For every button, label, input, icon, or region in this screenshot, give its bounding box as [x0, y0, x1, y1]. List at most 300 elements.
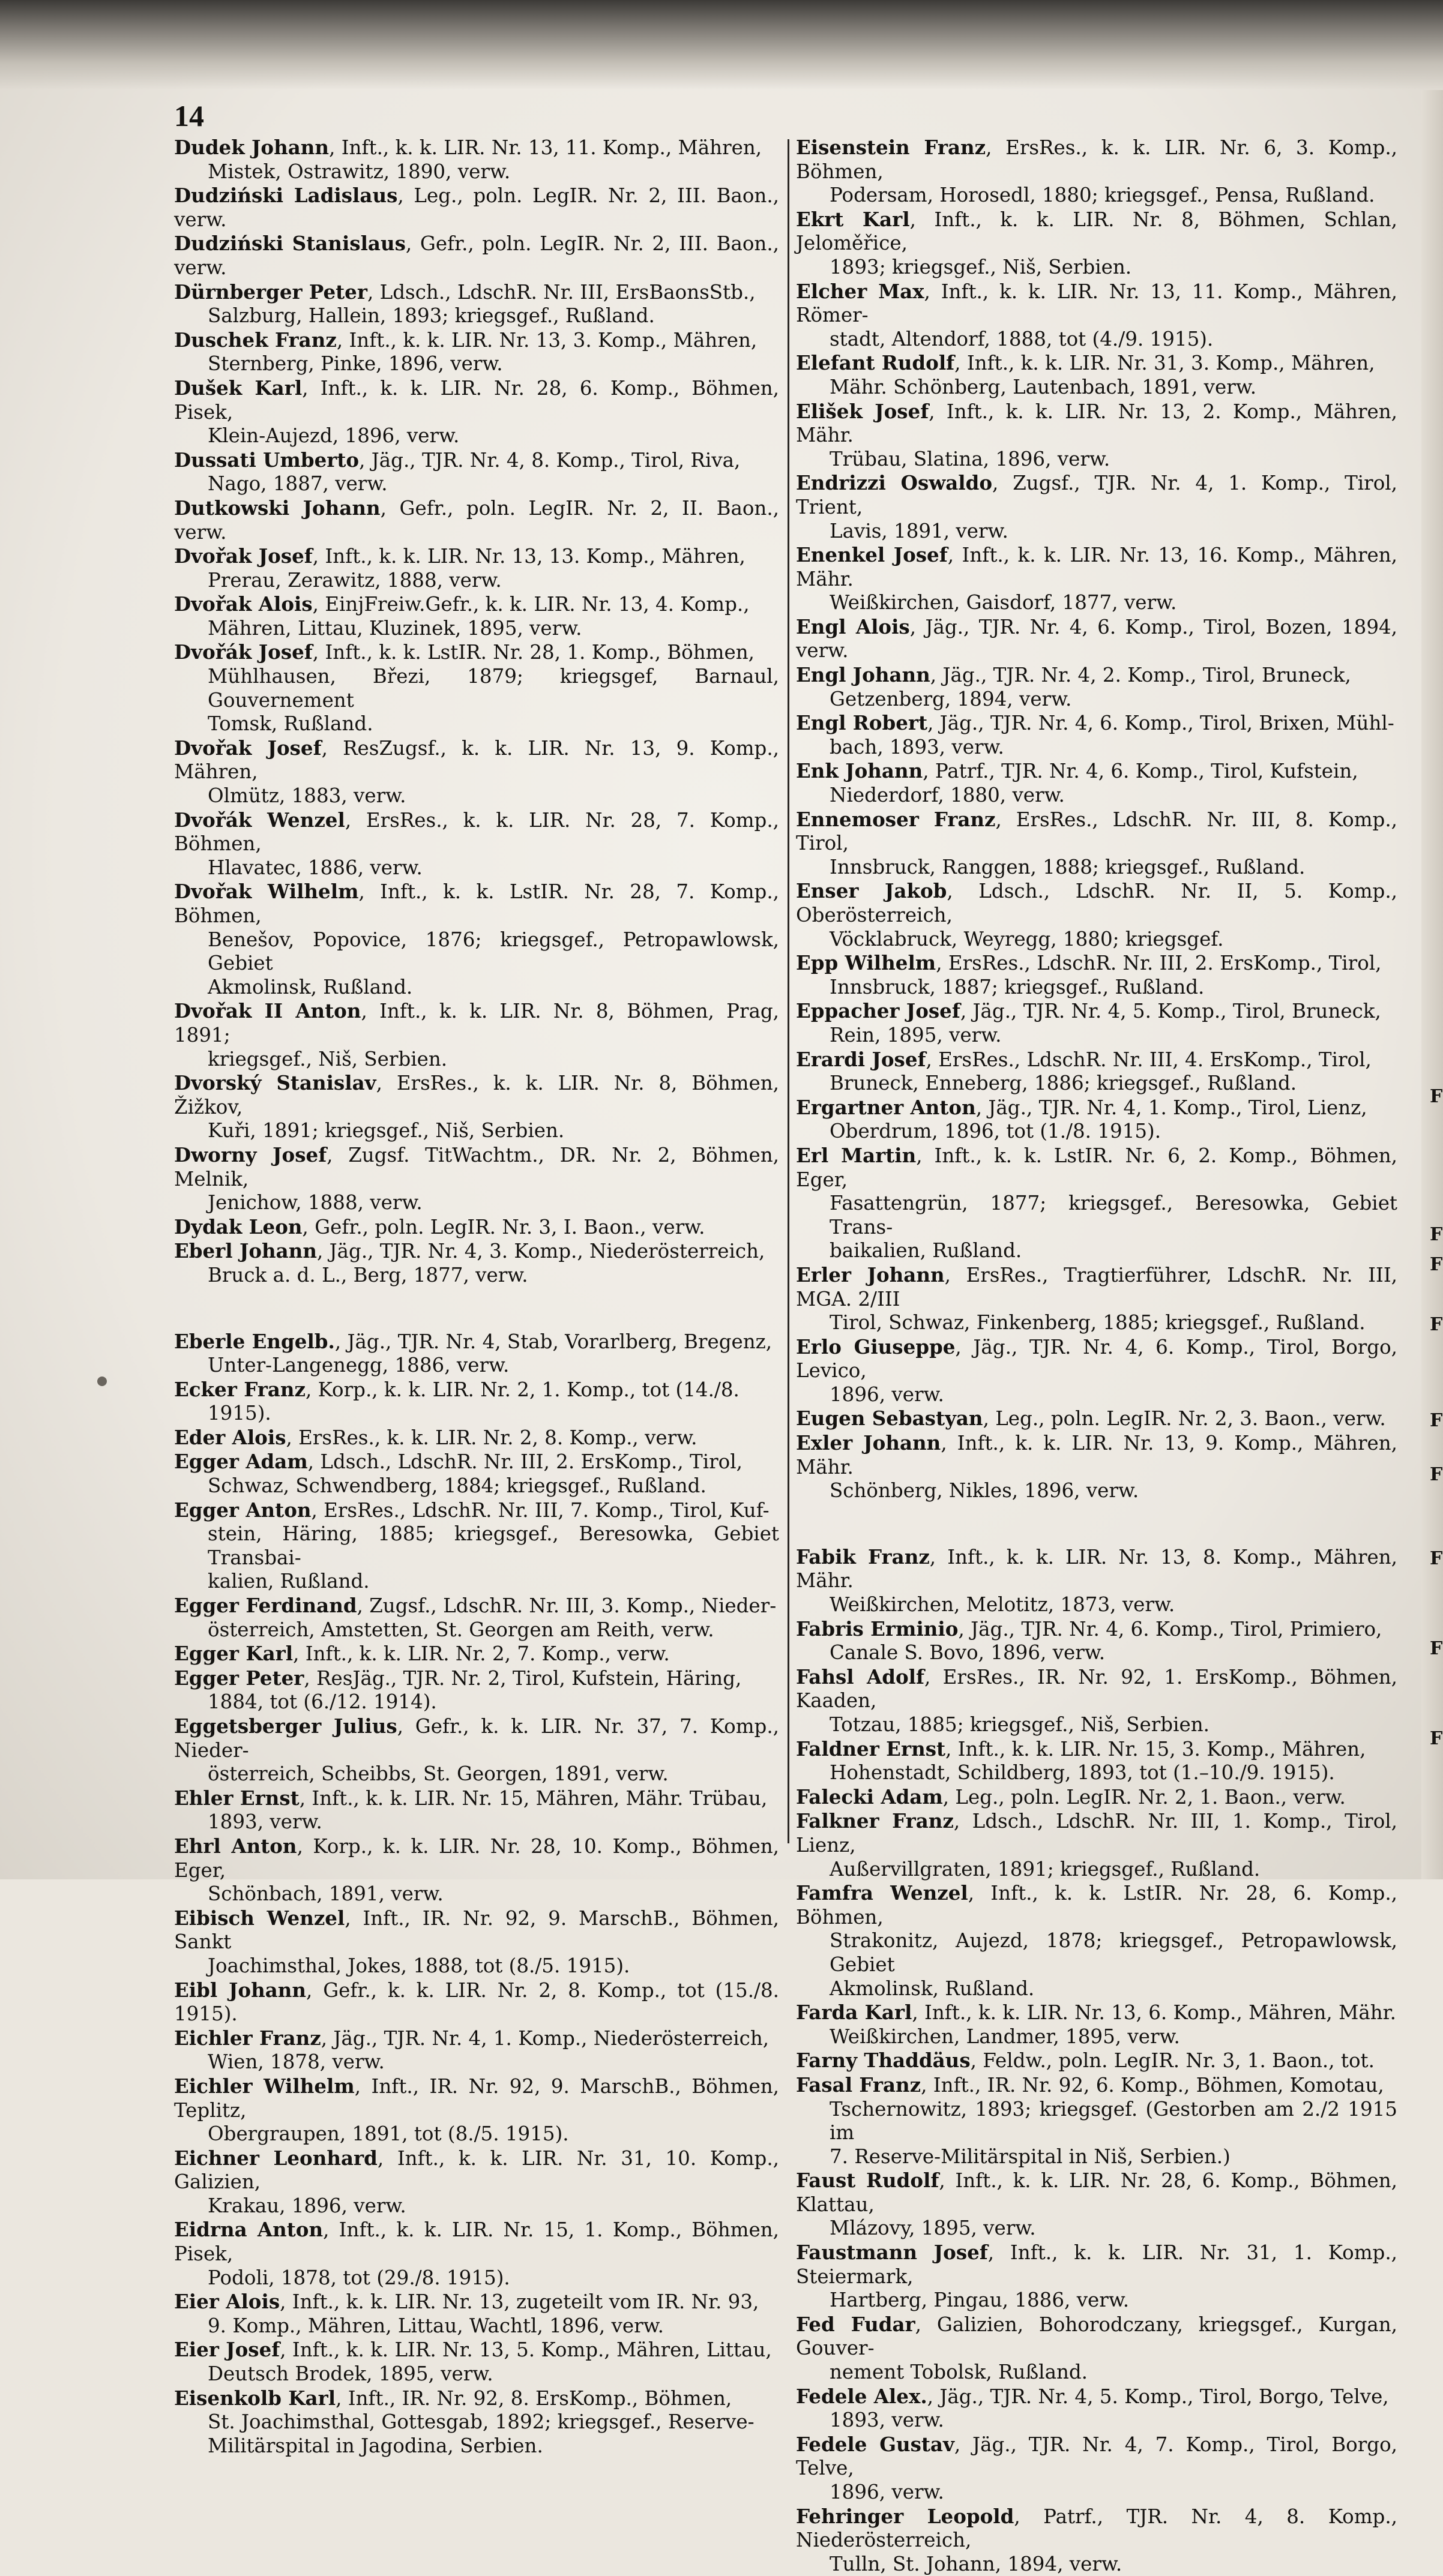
- entry-line: [796, 1263, 1397, 1311]
- entry-name: Fedele Alex.: [796, 2384, 927, 2408]
- entry-name: Dürnberger Peter: [174, 280, 367, 304]
- entry-name: Dvořák Wenzel: [174, 808, 345, 832]
- entry-continuation: 1893; kriegsgef., Niš, Serbien.: [830, 255, 1132, 278]
- entry-details: , Inft., k. k. LIR. Nr. 28, 6. Komp., Böhmen, Pisek,: [174, 376, 779, 424]
- entry-continuation: Schwaz, Schwendberg, 1884; kriegsgef., Rußland.: [208, 1474, 706, 1498]
- register-entry: [796, 1785, 1397, 1810]
- entry-name: Dvořak Wilhelm: [174, 880, 359, 904]
- entry-line: [796, 1431, 1397, 1479]
- entry-name: Fahsl Adolf: [796, 1665, 924, 1689]
- register-entry: [796, 2313, 1397, 2385]
- entry-continuation: Hlavatec, 1886, verw.: [208, 856, 423, 879]
- register-entry: [796, 1617, 1397, 1665]
- entry-continuation: Außervillgraten, 1891; kriegsgef., Rußland.: [830, 1857, 1261, 1881]
- register-entry: [174, 2074, 779, 2146]
- entry-name: Elišek Josef: [796, 399, 929, 423]
- edge-letter: F: [1430, 1548, 1443, 1569]
- edge-letter: F: [1430, 1254, 1443, 1275]
- entry-continuation: Wien, 1878, verw.: [208, 2050, 385, 2074]
- edge-letter: F: [1430, 1728, 1443, 1749]
- entry-continuation: kalien, Rußland.: [208, 1570, 370, 1593]
- entry-line: [174, 1330, 779, 1354]
- entry-line: [796, 2505, 1397, 2553]
- register-entry: [174, 1786, 779, 1834]
- entry-continuation: Podoli, 1878, tot (29./8. 1915).: [208, 2266, 510, 2289]
- entry-details: , Gefr., k. k. LIR. Nr. 37, 7. Komp., Nieder-: [174, 1715, 779, 1762]
- entry-name: Engl Alois: [796, 614, 910, 638]
- entry-details: , Inft., k. k. LIR. Nr. 15, Mähren, Mähr. Trübau,: [299, 1786, 768, 1810]
- entry-details: , ResZugsf., k. k. LIR. Nr. 13, 9. Komp., Mähren,: [174, 736, 779, 784]
- section-gap: [796, 1503, 1397, 1545]
- register-entry: [796, 1431, 1397, 1503]
- entry-name: Dudziński Ladislaus: [174, 184, 398, 208]
- entry-name: Dworny Josef: [174, 1142, 327, 1166]
- entry-line: [796, 1335, 1397, 1383]
- entry-details: , Inft., IR. Nr. 92, 9. MarschB., Böhmen, Sankt: [174, 1906, 779, 1954]
- entry-continuation: Klein-Aujezd, 1896, verw.: [208, 424, 460, 448]
- register-entry: [174, 184, 779, 232]
- register-entry: [796, 2241, 1397, 2313]
- register-entry: [796, 2073, 1397, 2169]
- entry-continuation: österreich, Scheibbs, St. Georgen, 1891, verw.: [208, 1762, 669, 1786]
- register-entry: [796, 1665, 1397, 1737]
- register-entry: [174, 1978, 779, 2026]
- entry-name: Eibisch Wenzel: [174, 1906, 345, 1930]
- entry-continuation: 1893, verw.: [830, 2409, 944, 2432]
- entry-details: , Jäg., TJR. Nr. 4, 6. Komp., Tirol, Borgo, Levico,: [796, 1335, 1397, 1383]
- edge-letter: F: [1430, 1410, 1443, 1431]
- entry-continuation: Getzenberg, 1894, verw.: [830, 687, 1072, 710]
- entry-continuation: 1884, tot (6./12. 1914).: [208, 1690, 437, 1714]
- entry-name: Egger Karl: [174, 1642, 294, 1666]
- entry-continuation: Prerau, Zerawitz, 1888, verw.: [208, 568, 502, 592]
- entry-name: Ennemoser Franz: [796, 807, 996, 831]
- register-entry: [796, 1096, 1397, 1144]
- entry-line: [174, 376, 779, 424]
- entry-details: , Zugsf. TitWachtm., DR. Nr. 2, Böhmen, Melnik,: [174, 1143, 779, 1190]
- entry-line: [174, 999, 779, 1047]
- entry-line: [174, 448, 779, 473]
- register-entry: [796, 351, 1397, 399]
- entry-continuation: Hartberg, Pingau, 1886, verw.: [830, 2289, 1130, 2312]
- entry-name: Dussati Umberto: [174, 448, 360, 472]
- entry-name: Elefant Rudolf: [796, 351, 955, 375]
- entry-line: [174, 2146, 779, 2194]
- entry-line: [796, 1617, 1397, 1642]
- register-entry: [174, 1143, 779, 1215]
- entry-line: [796, 2433, 1397, 2481]
- entry-line: [796, 280, 1397, 328]
- register-entry: [796, 1809, 1397, 1881]
- entry-name: Dvorský Stanislav: [174, 1071, 376, 1095]
- register-entry: [174, 808, 779, 880]
- register-entry: [796, 951, 1397, 999]
- entry-continuation: 7. Reserve-Militärspital in Niš, Serbien.): [830, 2145, 1231, 2168]
- entry-continuation: Jenichow, 1888, verw.: [208, 1191, 423, 1214]
- entry-line: [174, 1215, 779, 1240]
- entry-details: , Leg., poln. LegIR. Nr. 2, III. Baon., verw.: [174, 184, 779, 231]
- entry-continuation: Schönbach, 1891, verw.: [208, 1882, 444, 1906]
- register-entry: [796, 2505, 1397, 2576]
- entry-name: Eichner Leonhard: [174, 2146, 378, 2170]
- register-entry: [796, 999, 1397, 1047]
- entry-line: [174, 1426, 779, 1450]
- register-entry: [796, 808, 1397, 880]
- register-entry: [796, 1335, 1397, 1407]
- register-entry: [796, 759, 1397, 807]
- register-entry: [796, 471, 1397, 543]
- register-entry: [174, 2026, 779, 2074]
- entry-details: , Inft., k. k. LIR. Nr. 13, 6. Komp., Mähren, Mähr.: [912, 2001, 1396, 2025]
- register-entry: [796, 1881, 1397, 2001]
- register-entry: [174, 1498, 779, 1594]
- entry-name: Ecker Franz: [174, 1377, 306, 1401]
- entry-line: [174, 2386, 779, 2411]
- entry-line: [174, 1906, 779, 1954]
- register-entry: [174, 544, 779, 592]
- entry-line: [796, 1737, 1397, 1762]
- register-entry: [174, 999, 779, 1071]
- entry-name: Epp Wilhelm: [796, 951, 936, 975]
- entry-name: Ehler Ernst: [174, 1786, 300, 1810]
- entry-details: , ErsRes., LdschR. Nr. III, 8. Komp., Tirol,: [796, 808, 1397, 855]
- register-entry: [796, 711, 1397, 759]
- entry-line: [174, 2338, 779, 2362]
- register-entry: [174, 2218, 779, 2290]
- entry-details: , ErsRes., LdschR. Nr. III, 7. Komp., Tirol, Kuf-: [311, 1498, 770, 1522]
- entry-line: [174, 1498, 779, 1523]
- entry-continuation: Weißkirchen, Landmer, 1895, verw.: [830, 2025, 1180, 2048]
- entry-details: , Inft., k. k. LIR. Nr. 8, Böhmen, Schlan, Jeloměřice,: [796, 208, 1397, 255]
- entry-details: , Inft., k. k. LIR. Nr. 13, 2. Komp., Mähren, Mähr.: [796, 400, 1397, 447]
- entry-details: , Jäg., TJR. Nr. 4, 1. Komp., Tirol, Lienz,: [975, 1096, 1367, 1119]
- entry-line: [174, 2074, 779, 2122]
- entry-details: , Feldw., poln. LegIR. Nr. 3, 1. Baon., tot.: [970, 2049, 1375, 2073]
- entry-name: Faustmann Josef: [796, 2241, 988, 2265]
- register-entry: [174, 136, 779, 184]
- entry-line: [796, 2049, 1397, 2073]
- entry-name: Erler Johann: [796, 1262, 945, 1286]
- entry-details: , Jäg., TJR. Nr. 4, 5. Komp., Tirol, Bruneck,: [960, 1000, 1381, 1023]
- entry-line: [174, 1143, 779, 1191]
- entry-name: Farda Karl: [796, 2001, 912, 2025]
- register-entry: [174, 1071, 779, 1143]
- register-entry: [174, 232, 779, 280]
- register-entry: [174, 592, 779, 640]
- entry-details: , Leg., poln. LegIR. Nr. 2, 3. Baon., verw.: [983, 1407, 1386, 1431]
- entry-details: , Gefr., poln. LegIR. Nr. 2, II. Baon., verw.: [174, 496, 779, 544]
- entry-details: , Inft., k. k. LIR. Nr. 13, 11. Komp., Mähren, Römer-: [796, 280, 1397, 327]
- entry-line: [174, 1450, 779, 1474]
- entry-name: Fedele Gustav: [796, 2432, 954, 2456]
- entry-details: , ErsRes., Tragtierführer, LdschR. Nr. III, MGA. 2/III: [796, 1263, 1397, 1311]
- entry-line: [174, 232, 779, 280]
- entry-continuation: Tulln, St. Johann, 1894, verw.: [830, 2552, 1122, 2575]
- edge-letter: F: [1430, 1224, 1443, 1245]
- register-entry: [796, 136, 1397, 208]
- entry-details: , Inft., k. k. LstIR. Nr. 28, 6. Komp., Böhmen,: [796, 1882, 1397, 1929]
- entry-continuation: stadt, Altendorf, 1888, tot (4./9. 1915).: [830, 327, 1214, 350]
- register-entry: [796, 2385, 1397, 2433]
- entry-continuation: Tomsk, Rußland.: [208, 712, 373, 736]
- entry-continuation: Sternberg, Pinke, 1896, verw.: [208, 352, 503, 376]
- entry-name: Ehrl Anton: [174, 1834, 297, 1858]
- entry-details: , Inft., k. k. LstIR. Nr. 28, 1. Komp., Böhmen,: [312, 641, 755, 664]
- register-entry: [796, 2433, 1397, 2505]
- entry-details: , ErsRes., k. k. LIR. Nr. 6, 3. Komp., Böhmen,: [796, 136, 1397, 183]
- entry-continuation: Innsbruck, Ranggen, 1888; kriegsgef., Rußland.: [830, 855, 1306, 878]
- entry-name: Faldner Ernst: [796, 1737, 946, 1761]
- entry-line: [796, 1785, 1397, 1810]
- entry-line: [174, 1834, 779, 1882]
- entry-line: [796, 2001, 1397, 2025]
- register-entry: [174, 736, 779, 808]
- entry-line: [796, 615, 1397, 663]
- register-entry: [796, 280, 1397, 352]
- entry-name: Falkner Franz: [796, 1809, 954, 1833]
- entry-line: [174, 136, 779, 160]
- entry-line: [796, 1144, 1397, 1192]
- register-entry: [174, 1426, 779, 1450]
- entry-details: , Inft., IR. Nr. 92, 6. Komp., Böhmen, Komotau,: [921, 2073, 1384, 2097]
- entry-line: [174, 2218, 779, 2266]
- entry-line: [796, 2385, 1397, 2409]
- right-column: [796, 136, 1397, 2576]
- entry-continuation: nement Tobolsk, Rußland.: [830, 2361, 1088, 2384]
- register-entry: [796, 1545, 1397, 1617]
- entry-name: Farny Thaddäus: [796, 2049, 971, 2073]
- entry-line: [796, 759, 1397, 784]
- entry-line: [796, 2313, 1397, 2361]
- entry-line: [174, 1978, 779, 2026]
- entry-details: , ErsRes., LdschR. Nr. III, 2. ErsKomp., Tirol,: [936, 952, 1382, 975]
- entry-line: [174, 808, 779, 856]
- register-entry: [174, 1666, 779, 1714]
- entry-details: , Patrf., TJR. Nr. 4, 6. Komp., Tirol, Kufstein,: [923, 760, 1358, 783]
- section-gap: [174, 1288, 779, 1330]
- entry-continuation: Mühlhausen, Březi, 1879; kriegsgef, Barnaul, Gouvernement: [208, 665, 779, 712]
- entry-details: , Patrf., TJR. Nr. 4, 8. Komp., Niederösterreich,: [796, 2505, 1397, 2552]
- entry-line: [796, 1048, 1397, 1072]
- entry-continuation: Krakau, 1896, verw.: [208, 2194, 406, 2217]
- entry-name: Dvořak Alois: [174, 592, 313, 616]
- entry-details: , Inft., k. k. LIR. Nr. 31, 3. Komp., Mähren,: [954, 352, 1375, 375]
- entry-details: , ErsRes., k. k. LIR. Nr. 28, 7. Komp., Böhmen,: [174, 808, 779, 856]
- entry-name: Famfra Wenzel: [796, 1881, 968, 1905]
- entry-line: [796, 1407, 1397, 1431]
- entry-details: , Ldsch., LdschR. Nr. III, ErsBaonsStb.,: [367, 280, 756, 304]
- entry-name: Egger Anton: [174, 1498, 312, 1522]
- entry-details: , Inft., k. k. LIR. Nr. 8, Böhmen, Prag, 1891;: [174, 1000, 779, 1046]
- entry-continuation: Schönberg, Nikles, 1896, verw.: [830, 1479, 1139, 1503]
- entry-line: [174, 184, 779, 232]
- register-entry: [796, 1263, 1397, 1335]
- entry-continuation: Strakonitz, Aujezd, 1878; kriegsgef., Petropawlowsk, Gebiet: [830, 1929, 1397, 1976]
- entry-name: Ekrt Karl: [796, 207, 910, 231]
- entry-details: , Inft., k. k. LIR. Nr. 31, 1. Komp., Steiermark,: [796, 2241, 1397, 2288]
- register-entry: [174, 2146, 779, 2218]
- entry-details: , Inft., k. k. LIR. Nr. 13, 9. Komp., Mähren, Mähr.: [796, 1432, 1397, 1479]
- entry-details: , Inft., k. k. LIR. Nr. 15, 3. Komp., Mähren,: [945, 1737, 1366, 1761]
- entry-continuation: Nago, 1887, verw.: [208, 472, 388, 496]
- entry-line: [174, 736, 779, 784]
- register-entry: [174, 640, 779, 736]
- entry-details: , Ldsch., LdschR. Nr. III, 2. ErsKomp., Tirol,: [307, 1450, 743, 1474]
- entry-details: , Ldsch., LdschR. Nr. II, 5. Komp., Oberösterreich,: [796, 880, 1397, 926]
- entry-continuation: Totzau, 1885; kriegsgef., Niš, Serbien.: [830, 1713, 1210, 1736]
- edge-letter: F: [1430, 1464, 1443, 1485]
- entry-details: , Inft., k. k. LstIR. Nr. 6, 2. Komp., Böhmen, Eger,: [796, 1144, 1397, 1191]
- entry-name: Dudek Johann: [174, 136, 330, 159]
- entry-details: , Jäg., TJR. Nr. 4, Stab, Vorarlberg, Bregenz,: [334, 1330, 773, 1353]
- entry-name: Ergartner Anton: [796, 1095, 976, 1119]
- entry-continuation: Mistek, Ostrawitz, 1890, verw.: [208, 160, 511, 183]
- entry-name: Dvořák Josef: [174, 640, 313, 664]
- entry-name: Eder Alois: [174, 1425, 286, 1449]
- entry-name: Egger Ferdinand: [174, 1594, 357, 1618]
- entry-name: Fehringer Leopold: [796, 2504, 1014, 2528]
- entry-details: , Inft., IR. Nr. 92, 9. MarschB., Böhmen, Teplitz,: [174, 2074, 779, 2122]
- scan-shadow: [0, 0, 1443, 90]
- entry-continuation: Vöcklabruck, Weyregg, 1880; kriegsgef.: [830, 927, 1224, 950]
- edge-letter: F: [1430, 1638, 1443, 1659]
- entry-name: Erardi Josef: [796, 1047, 926, 1071]
- entry-line: [174, 280, 779, 305]
- entry-line: [174, 592, 779, 617]
- entry-details: , ErsRes., k. k. LIR. Nr. 2, 8. Komp., verw.: [286, 1426, 697, 1449]
- entry-continuation: bach, 1893, verw.: [830, 735, 1004, 758]
- entry-name: Eppacher Josef: [796, 999, 960, 1023]
- entry-line: [174, 1378, 779, 1402]
- entry-name: Faust Rudolf: [796, 2169, 939, 2193]
- entry-details: , Jäg., TJR. Nr. 4, 8. Komp., Tirol, Riva,: [359, 448, 741, 472]
- register-entry: [174, 328, 779, 376]
- entry-details: , Leg., poln. LegIR. Nr. 2, 1. Baon., verw.: [942, 1785, 1346, 1809]
- entry-details: , Galizien, Bohorodczany, kriegsgef., Kurgan, Gouver-: [796, 2313, 1397, 2360]
- entry-line: [174, 2290, 779, 2314]
- entry-details: , Inft., k. k. LIR. Nr. 28, 6. Komp., Böhmen, Klattau,: [796, 2169, 1398, 2216]
- entry-name: Duschek Franz: [174, 328, 337, 352]
- entry-line: [796, 351, 1397, 376]
- entry-continuation: 9. Komp., Mähren, Littau, Wachtl, 1896, verw.: [208, 2314, 664, 2337]
- entry-name: Eidrna Anton: [174, 2218, 324, 2242]
- entry-name: Egger Adam: [174, 1450, 308, 1474]
- left-column: [174, 136, 779, 2458]
- entry-continuation: 1915).: [208, 1402, 271, 1425]
- entry-line: [796, 1881, 1397, 1929]
- page-number: 14: [174, 99, 204, 133]
- entry-continuation: Hohenstadt, Schildberg, 1893, tot (1.–10./9. 1915).: [830, 1761, 1335, 1785]
- register-entry: [174, 1330, 779, 1378]
- ink-spot: [97, 1377, 107, 1386]
- entry-continuation: baikalien, Rußland.: [830, 1239, 1022, 1262]
- entry-continuation: Mlázovy, 1895, verw.: [830, 2217, 1036, 2240]
- entry-details: , Jäg., TJR. Nr. 4, 6. Komp., Tirol, Bozen, 1894, verw.: [796, 615, 1397, 662]
- entry-continuation: Oberdrum, 1896, tot (1./8. 1915).: [830, 1120, 1161, 1143]
- entry-name: Eisenstein Franz: [796, 136, 986, 159]
- entry-continuation: Mähr. Schönberg, Lautenbach, 1891, verw.: [830, 375, 1257, 398]
- entry-name: Eier Alois: [174, 2290, 280, 2314]
- column-divider: [788, 139, 789, 1843]
- register-entry: [796, 2001, 1397, 2049]
- entry-name: Erl Martin: [796, 1143, 917, 1167]
- entry-details: , Inft., k. k. LIR. Nr. 13, 13. Komp., Mähren,: [312, 545, 746, 568]
- entry-details: , Jäg., TJR. Nr. 4, 7. Komp., Tirol, Borgo, Telve,: [796, 2433, 1397, 2480]
- entry-line: [796, 1096, 1397, 1120]
- register-entry: [796, 1407, 1397, 1431]
- entry-line: [796, 2073, 1397, 2098]
- entry-continuation: Bruneck, Enneberg, 1886; kriegsgef., Rußland.: [830, 1072, 1297, 1095]
- entry-details: , ResJäg., TJR. Nr. 2, Tirol, Kufstein, Häring,: [304, 1666, 742, 1690]
- entry-continuation: österreich, Amstetten, St. Georgen am Reith, verw.: [208, 1618, 714, 1641]
- entry-continuation: stein, Häring, 1885; kriegsgef., Beresowka, Gebiet Transbai-: [208, 1522, 779, 1569]
- register-entry: [796, 543, 1397, 615]
- entry-details: , Inft., k. k. LIR. Nr. 13, 3. Komp., Mähren,: [336, 328, 758, 352]
- register-entry: [174, 880, 779, 999]
- entry-details: , Gefr., poln. LegIR. Nr. 3, I. Baon., verw.: [302, 1215, 705, 1238]
- register-entry: [796, 1048, 1397, 1096]
- entry-continuation: Olmütz, 1883, verw.: [208, 784, 406, 808]
- register-entry: [174, 376, 779, 448]
- entry-continuation: Podersam, Horosedl, 1880; kriegsgef., Pensa, Rußland.: [830, 184, 1375, 207]
- entry-details: , Inft., k. k. LIR. Nr. 2, 7. Komp., verw.: [293, 1642, 670, 1666]
- entry-name: Dutkowski Johann: [174, 496, 381, 520]
- entry-details: , Jäg., TJR. Nr. 4, 1. Komp., Niederösterreich,: [321, 2026, 770, 2050]
- entry-continuation: Innsbruck, 1887; kriegsgef., Rußland.: [830, 975, 1205, 998]
- entry-name: Egger Peter: [174, 1666, 304, 1690]
- entry-name: Eberl Johann: [174, 1239, 317, 1263]
- entry-continuation: Deutsch Brodek, 1895, verw.: [208, 2362, 493, 2386]
- register-entry: [174, 2338, 779, 2386]
- register-entry: [796, 208, 1397, 280]
- entry-line: [796, 208, 1397, 256]
- entry-line: [796, 1665, 1397, 1713]
- entry-continuation: Tirol, Schwaz, Finkenberg, 1885; kriegsgef., Rußland.: [830, 1311, 1366, 1335]
- entry-continuation: Niederdorf, 1880, verw.: [830, 784, 1065, 807]
- entry-line: [174, 544, 779, 569]
- entry-line: [174, 328, 779, 353]
- entry-line: [174, 1239, 779, 1264]
- entry-line: [796, 2169, 1397, 2217]
- entry-line: [796, 808, 1397, 856]
- entry-name: Eichler Franz: [174, 2026, 321, 2050]
- entry-line: [174, 640, 779, 665]
- entry-continuation: Mähren, Littau, Kluzinek, 1895, verw.: [208, 616, 582, 640]
- entry-name: Engl Johann: [796, 663, 930, 687]
- register-entry: [174, 1906, 779, 1978]
- entry-line: [174, 1642, 779, 1666]
- entry-name: Dudziński Stanislaus: [174, 232, 406, 256]
- entry-details: , Jäg., TJR. Nr. 4, 3. Komp., Niederösterreich,: [316, 1240, 765, 1263]
- entry-details: , Korp., k. k. LIR. Nr. 28, 10. Komp., Böhmen, Eger,: [174, 1834, 779, 1882]
- entry-name: Dušek Karl: [174, 376, 303, 400]
- entry-continuation: Weißkirchen, Gaisdorf, 1877, verw.: [830, 591, 1177, 614]
- entry-continuation: 1896, verw.: [830, 1383, 944, 1406]
- entry-continuation: Joachimsthal, Jokes, 1888, tot (8./5. 1915).: [208, 1954, 630, 1977]
- entry-line: [174, 1786, 779, 1811]
- entry-name: Elcher Max: [796, 279, 924, 303]
- register-entry: [174, 1594, 779, 1642]
- entry-continuation: Salzburg, Hallein, 1893; kriegsgef., Rußland.: [208, 304, 655, 328]
- register-entry: [174, 280, 779, 328]
- entry-name: Engl Robert: [796, 711, 928, 735]
- register-entry: [174, 1239, 779, 1287]
- register-entry: [796, 2169, 1397, 2241]
- register-entry: [174, 2386, 779, 2458]
- entry-continuation: kriegsgef., Niš, Serbien.: [208, 1047, 448, 1070]
- entry-details: , Jäg., TJR. Nr. 4, 6. Komp., Tirol, Brixen, Mühl-: [927, 712, 1394, 735]
- entry-line: [174, 496, 779, 544]
